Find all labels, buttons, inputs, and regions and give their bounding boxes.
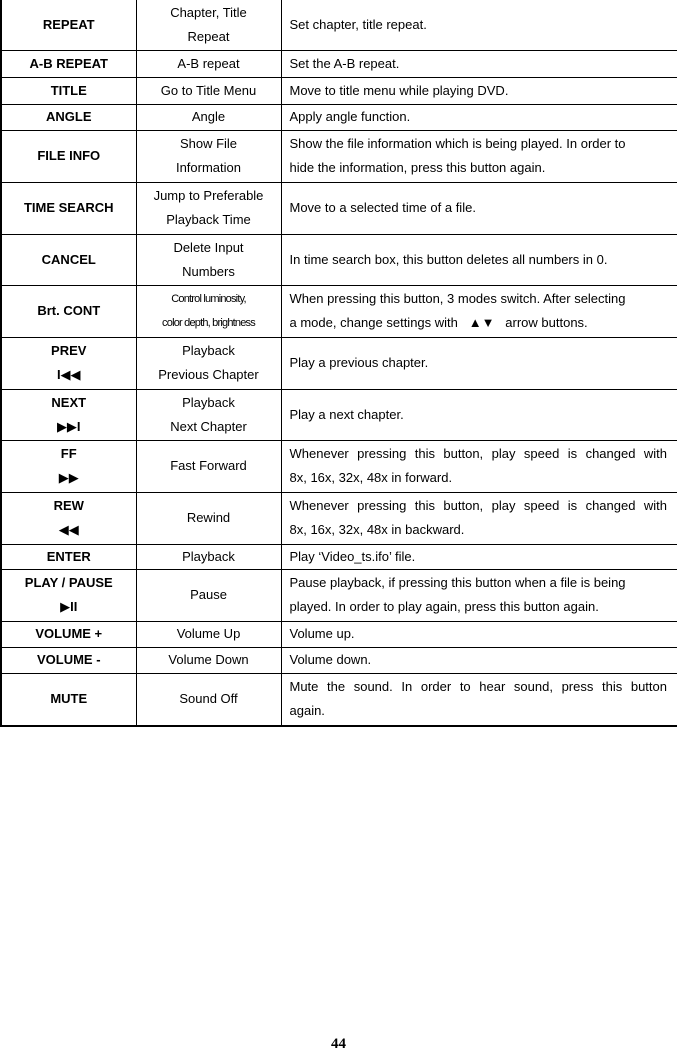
button-function [136, 234, 281, 285]
next-chapter-icon: ▶▶I [56, 418, 81, 434]
button-name-text: VOLUME + [35, 626, 103, 641]
button-description [281, 569, 677, 621]
function-line: Angle [191, 109, 226, 124]
table-row [1, 234, 677, 285]
button-function [136, 77, 281, 104]
button-name-text: CANCEL [41, 251, 96, 267]
table-row [1, 0, 677, 50]
table-row [1, 182, 677, 234]
function-line: Chapter, Title [170, 4, 247, 20]
button-name-text: NEXT [51, 394, 87, 410]
description-line: Volume down. [289, 652, 372, 667]
table-row [1, 285, 677, 337]
button-name [1, 569, 136, 621]
description-line: Pause playback, if pressing this button when a file is being [289, 575, 626, 590]
function-line: Playback [182, 394, 235, 410]
button-description [281, 673, 677, 726]
button-description [281, 50, 677, 77]
table-row [1, 621, 677, 647]
button-name [1, 337, 136, 389]
button-description [281, 77, 677, 104]
description-line: Apply angle function. [289, 109, 411, 124]
description-line: Show the file information which is being played. In order to [289, 136, 626, 151]
function-line: Rewind [186, 510, 231, 525]
button-name-text: ENTER [46, 548, 91, 564]
button-function [136, 50, 281, 77]
function-line: Delete Input [173, 239, 244, 255]
button-name-text: PLAY / PAUSE [24, 575, 113, 590]
button-name-text: PREV [51, 343, 87, 358]
function-line: Playback [182, 548, 235, 564]
button-description [281, 0, 677, 50]
rewind-icon: ◀◀ [58, 522, 79, 537]
button-name [1, 0, 136, 50]
button-function [136, 104, 281, 130]
description-line: Mute the sound. In order to hear sound, press this button [289, 679, 667, 695]
function-line: Sound Off [179, 691, 238, 707]
description-line: Play a next chapter. [289, 406, 404, 422]
description-line: again. [289, 703, 325, 719]
button-function [136, 337, 281, 389]
page-number: 44 [331, 1036, 346, 1052]
button-function [136, 673, 281, 726]
table-row [1, 492, 677, 544]
description-line: 8x, 16x, 32x, 48x in forward. [289, 470, 453, 485]
function-line: color depth, brightness [162, 317, 255, 329]
button-description [281, 337, 677, 389]
button-function [136, 182, 281, 234]
description-line: Whenever pressing this button, play speed is changed with [289, 446, 667, 461]
description-line: Move to title menu while playing DVD. [289, 82, 509, 98]
button-function [136, 285, 281, 337]
button-name-text: A-B REPEAT [29, 55, 108, 71]
function-line: Numbers [182, 263, 235, 279]
description-line: Volume up. [289, 626, 355, 641]
button-function [136, 440, 281, 492]
fast-forward-icon: ▶▶ [58, 470, 79, 485]
function-line: A-B repeat [177, 55, 240, 71]
button-name [1, 182, 136, 234]
button-name [1, 389, 136, 440]
description-line: In time search box, this button deletes all numbers in 0. [289, 251, 608, 267]
button-name [1, 440, 136, 492]
table-row [1, 647, 677, 673]
button-function [136, 0, 281, 50]
table-row [1, 569, 677, 621]
button-name-text: FILE INFO [37, 148, 101, 163]
button-description [281, 389, 677, 440]
button-description [281, 234, 677, 285]
button-name-text: REW [53, 498, 84, 513]
description-line: Play ‘Video_ts.ifo’ file. [289, 548, 416, 564]
function-line: Go to Title Menu [160, 82, 257, 98]
function-line: Show File [179, 136, 238, 151]
button-description [281, 544, 677, 569]
description-line: Set chapter, title repeat. [289, 16, 427, 32]
description-line: 8x, 16x, 32x, 48x in backward. [289, 522, 465, 537]
description-line: Set the A-B repeat. [289, 55, 400, 71]
button-name [1, 673, 136, 726]
button-description [281, 647, 677, 673]
button-name [1, 234, 136, 285]
function-line: Repeat [187, 28, 230, 44]
button-function [136, 569, 281, 621]
button-description [281, 621, 677, 647]
button-function [136, 389, 281, 440]
button-function [136, 621, 281, 647]
table-row [1, 104, 677, 130]
button-name [1, 621, 136, 647]
description-line: When pressing this button, 3 modes switch. After selecting [289, 291, 626, 306]
button-function [136, 647, 281, 673]
table-row [1, 440, 677, 492]
function-line: Fast Forward [170, 458, 247, 473]
button-name [1, 647, 136, 673]
function-line: Volume Down [168, 652, 249, 667]
button-name-text: MUTE [50, 691, 88, 707]
table-row [1, 77, 677, 104]
function-line: Playback [182, 343, 235, 358]
button-name [1, 544, 136, 569]
button-name [1, 285, 136, 337]
button-name [1, 77, 136, 104]
function-line: Playback Time [166, 212, 251, 227]
description-line: Move to a selected time of a file. [289, 200, 476, 215]
button-description [281, 285, 677, 337]
description-line: Whenever pressing this button, play speed is changed with [289, 498, 667, 513]
function-line: Information [175, 160, 242, 175]
button-name [1, 492, 136, 544]
button-name [1, 104, 136, 130]
table-row [1, 50, 677, 77]
description-line: a mode, change settings with ▲▼ arrow buttons. [289, 315, 588, 330]
button-description [281, 130, 677, 182]
function-line: Control luminosity, [171, 293, 246, 305]
description-line: Play a previous chapter. [289, 355, 429, 370]
button-description [281, 492, 677, 544]
function-line: Jump to Preferable [153, 188, 264, 203]
table-row [1, 389, 677, 440]
previous-chapter-icon: I◀◀ [56, 367, 81, 382]
button-function [136, 492, 281, 544]
button-description [281, 104, 677, 130]
button-name-text: FF [60, 446, 77, 461]
table-row [1, 673, 677, 726]
button-name-text: Brt. CONT [37, 303, 101, 318]
function-line: Pause [190, 587, 227, 602]
button-name [1, 50, 136, 77]
button-name-text: VOLUME - [36, 652, 101, 667]
description-line: played. In order to play again, press this button again. [289, 599, 599, 614]
button-function [136, 544, 281, 569]
table-row [1, 130, 677, 182]
button-function [136, 130, 281, 182]
button-description [281, 440, 677, 492]
button-name-text: REPEAT [42, 16, 95, 32]
function-line: Previous Chapter [158, 367, 259, 382]
function-line: Next Chapter [170, 418, 247, 434]
button-name-text: TITLE [50, 82, 87, 98]
button-description [281, 182, 677, 234]
description-line: hide the information, press this button again. [289, 160, 546, 175]
button-name-text: TIME SEARCH [23, 200, 114, 215]
function-line: Volume Up [176, 626, 241, 641]
table-row [1, 544, 677, 569]
table-row [1, 337, 677, 389]
button-name-text: ANGLE [46, 109, 92, 124]
play-pause-icon: ▶II [60, 599, 78, 614]
button-name [1, 130, 136, 182]
